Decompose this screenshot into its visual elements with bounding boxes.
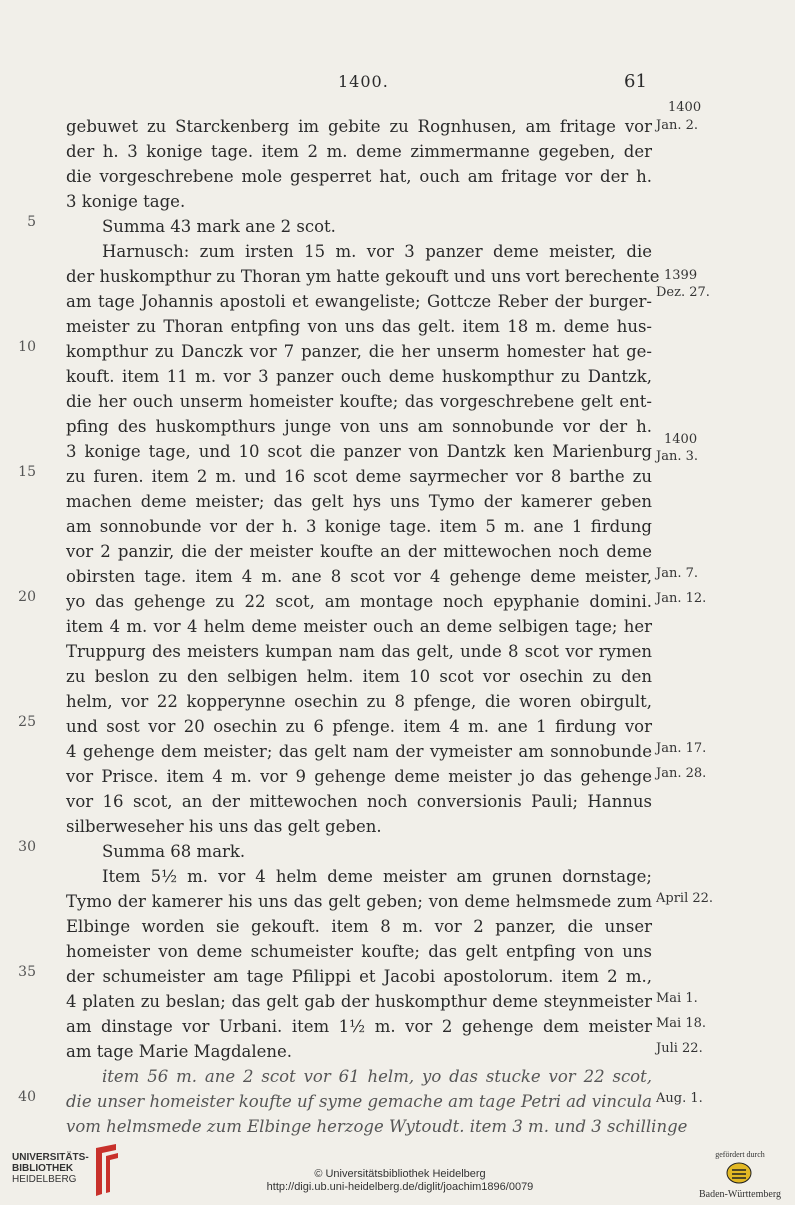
line-number: 20 <box>18 589 36 605</box>
text-line: pfing des huskompthurs junge von uns am sonnobunde vor der h. <box>66 417 652 436</box>
text-line: am tage Johannis apostoli et ewangeliste; Gottcze Reber der burger- <box>66 292 652 311</box>
text-line: vor 16 scot, an der mittewochen noch conversionis Pauli; Hannus <box>66 792 652 811</box>
text-line: meister zu Thoran entpfing von uns das gelt. item 18 m. deme hus- <box>66 317 652 336</box>
margin-date: 1400 <box>664 432 698 447</box>
permalink-url[interactable]: http://digi.ub.uni-heidelberg.de/diglit/joachim1896/0079 <box>266 1181 534 1193</box>
running-header-year: 1400. <box>338 72 389 91</box>
text-line-italic: vom helmsmede zum Elbinge herzoge Wytoudt. item 3 m. und 3 schillinge <box>66 1117 688 1136</box>
margin-date: April 22. <box>656 891 714 906</box>
text-line: 4 platen zu beslan; das gelt gab der huskompthur deme steynmeister <box>66 992 652 1011</box>
text-line: kouft. item 11 m. vor 3 panzer ouch deme huskompthur zu Dantzk, <box>66 367 652 386</box>
line-number: 35 <box>18 964 36 980</box>
text-line: silberweseher his uns das gelt geben. <box>66 817 382 836</box>
margin-date: Jan. 2. <box>656 118 699 133</box>
line-number: 10 <box>18 339 36 355</box>
page-number: 61 <box>624 71 647 92</box>
text-line: zu beslon zu den selbigen helm. item 10 scot vor osechin zu den <box>66 667 652 686</box>
sponsor-label: gefördert durch <box>715 1150 765 1159</box>
text-line: gebuwet zu Starckenberg im gebite zu Rognhusen, am fritage vor <box>66 117 652 136</box>
text-line: am dinstage vor Urbani. item 1½ m. vor 2 gehenge dem meister <box>66 1017 652 1036</box>
text-line: Item 5½ m. vor 4 helm deme meister am grunen dornstage; <box>102 867 652 886</box>
text-line: die her ouch unserm homeister koufte; das vorgeschrebene gelt ent- <box>66 392 652 411</box>
text-line: die vorgeschrebene mole gesperret hat, ouch am fritage vor der h. <box>66 167 652 186</box>
text-line: Summa 43 mark ane 2 scot. <box>102 217 336 236</box>
text-line: der huskompthur zu Thoran ym hatte gekouft und uns vort berechente <box>66 267 660 286</box>
text-line: Truppurg des meisters kumpan nam das gelt, unde 8 scot vor rymen <box>66 642 652 661</box>
margin-date: Mai 18. <box>656 1016 707 1031</box>
copyright-text: © Universitätsbibliothek Heidelberg <box>314 1168 486 1180</box>
text-line: am tage Marie Magdalene. <box>66 1042 293 1061</box>
text-line: der schumeister am tage Pfilippi et Jacobi apostolorum. item 2 m., <box>66 967 652 986</box>
margin-date: Dez. 27. <box>656 285 710 300</box>
sponsor-block <box>690 1150 790 1200</box>
margin-date: Aug. 1. <box>656 1091 703 1106</box>
line-number: 15 <box>18 464 36 480</box>
logo-line: UNIVERSITÄTS- <box>12 1152 89 1163</box>
line-number: 25 <box>18 714 36 730</box>
sponsor-name: Baden-Württemberg <box>698 1189 781 1200</box>
text-line: 3 konige tage, und 10 scot die panzer von Dantzk ken Marienburg <box>66 442 652 461</box>
margin-date: Jan. 3. <box>656 449 699 464</box>
line-number: 40 <box>18 1089 36 1105</box>
logo-line: BIBLIOTHEK <box>12 1163 74 1174</box>
text-line: 3 konige tage. <box>66 192 186 211</box>
text-line: kompthur zu Danczk vor 7 panzer, die her unserm homester hat ge- <box>66 342 652 361</box>
text-line: am sonnobunde vor der h. 3 konige tage. item 5 m. ane 1 firdung <box>66 517 652 536</box>
text-line-italic: item 56 m. ane 2 scot vor 61 helm, yo das stucke vor 22 scot, <box>102 1067 652 1086</box>
margin-date: 1400 <box>668 100 702 115</box>
text-line: Elbinge worden sie gekouft. item 8 m. vor 2 panzer, die unser <box>66 917 652 936</box>
text-line: helm, vor 22 kopperynne osechin zu 8 pfenge, die woren obirgult, <box>66 692 652 711</box>
text-line: 4 gehenge dem meister; das gelt nam der vymeister am sonnobunde <box>66 742 652 761</box>
text-line: vor Prisce. item 4 m. vor 9 gehenge deme meister jo das gehenge <box>66 767 652 786</box>
text-line: item 4 m. vor 4 helm deme meister ouch an deme selbigen tage; her <box>66 617 652 636</box>
text-line: Harnusch: zum irsten 15 m. vor 3 panzer deme meister, die <box>102 242 652 261</box>
text-line: und sost vor 20 osechin zu 6 pfenge. item 4 m. ane 1 firdung vor <box>66 717 652 736</box>
text-line: machen deme meister; das gelt hys uns Tymo der kamerer geben <box>66 492 652 511</box>
logo-wordmark <box>12 1152 89 1185</box>
library-emblem-icon <box>82 1142 122 1198</box>
text-line: homeister von deme schumeister koufte; das gelt entpfing von uns <box>66 942 652 961</box>
footer-attribution <box>200 1168 600 1194</box>
margin-date: Jan. 7. <box>656 566 699 581</box>
text-line: yo das gehenge zu 22 scot, am montage noch epyphanie domini. <box>66 592 652 611</box>
margin-date: 1399 <box>664 268 698 283</box>
margin-date: Mai 1. <box>656 991 698 1006</box>
margin-date: Jan. 28. <box>656 766 707 781</box>
text-line: der h. 3 konige tage. item 2 m. deme zimmermanne gegeben, der <box>66 142 652 161</box>
text-line: obirsten tage. item 4 m. ane 8 scot vor 4 gehenge deme meister, <box>66 567 652 586</box>
state-crest-icon <box>726 1162 752 1184</box>
margin-date: Juli 22. <box>656 1041 703 1056</box>
text-line: Summa 68 mark. <box>102 842 246 861</box>
text-line: zu furen. item 2 m. und 16 scot deme sayrmecher vor 8 barthe zu <box>66 467 652 486</box>
logo-line: HEIDELBERG <box>12 1174 77 1185</box>
text-line: vor 2 panzir, die der meister koufte an der mittewochen noch deme <box>66 542 652 561</box>
line-number: 30 <box>18 839 36 855</box>
text-line: Tymo der kamerer his uns das gelt geben; von deme helmsmede zum <box>66 892 652 911</box>
university-library-logo[interactable] <box>12 1142 132 1198</box>
line-number: 5 <box>27 214 36 230</box>
text-line-italic: die unser homeister koufte uf syme gemache am tage Petri ad vincula <box>66 1092 652 1111</box>
margin-date: Jan. 12. <box>656 591 707 606</box>
margin-date: Jan. 17. <box>656 741 707 756</box>
